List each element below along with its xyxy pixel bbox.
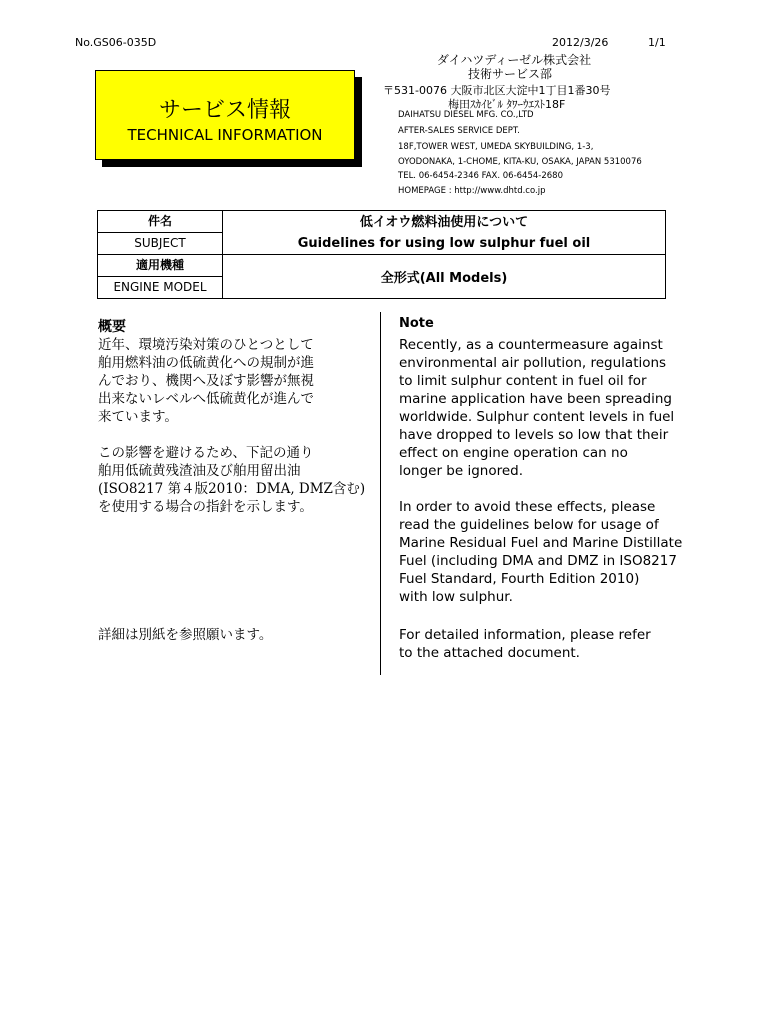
homepage-link[interactable]: HOMEPAGE : http://www.dhtd.co.jp (398, 186, 546, 196)
address-ja-line-2: 梅田ｽｶｲﾋﾞﾙ ﾀﾜｰｳｴｽﾄ18F (448, 98, 566, 111)
text-line: 詳細は別紙を参照願います。 (98, 627, 273, 643)
text-line: Fuel Standard, Fourth Edition 2010) (399, 571, 640, 587)
text-line: marine application have been spreading (399, 391, 672, 407)
summary-paragraph-3-ja (98, 626, 272, 644)
text-line: read the guidelines below for usage of (399, 517, 659, 533)
subject-label-cell (98, 211, 223, 255)
text-line: In order to avoid these effects, please (399, 499, 656, 515)
note-paragraph-1-en (399, 336, 674, 480)
summary-paragraph-2-ja (98, 444, 365, 516)
text-line: to the attached document. (399, 645, 580, 661)
text-line: For detailed information, please refer (399, 627, 651, 643)
summary-heading-ja: 概要 (98, 319, 126, 335)
document-number: No.GS06-035D (75, 36, 157, 49)
text-line: worldwide. Sulphur content levels in fuel (399, 409, 675, 425)
text-line: to limit sulphur content in fuel oil for (399, 373, 647, 389)
subject-value-ja: 低イオウ燃料油使用について (359, 214, 529, 230)
department-ja: 技術サービス部 (467, 67, 552, 81)
note-paragraph-3-en (399, 626, 651, 662)
text-line: 出来ないレベルへ低硫黄化が進んで (98, 391, 314, 407)
text-line: environmental air pollution, regulations (399, 355, 667, 371)
text-line: 来ています。 (98, 409, 178, 425)
subject-row (98, 211, 666, 255)
text-line: (ISO8217 第４版2010：DMA, DMZ含む) (98, 481, 366, 497)
text-line: effect on engine operation can no (399, 445, 628, 461)
text-line: longer be ignored. (399, 463, 524, 479)
address-en-line: AFTER-SALES SERVICE DEPT. (398, 126, 520, 136)
subject-label-en: SUBJECT (134, 236, 186, 250)
title-en: TECHNICAL INFORMATION (127, 126, 323, 144)
note-paragraph-2-en (399, 498, 682, 606)
text-line: を使用する場合の指針を示します。 (98, 499, 313, 515)
text-line: with low sulphur. (399, 589, 513, 605)
engine-model-label-ja: 適用機種 (98, 255, 222, 277)
address-en-line: DAIHATSU DIESEL MFG. CO.,LTD (398, 110, 534, 120)
address-en-line: OYODONAKA, 1-CHOME, KITA-KU, OSAKA, JAPAN 5310076 (398, 157, 642, 167)
subject-value-cell (223, 211, 666, 255)
note-heading-en: Note (399, 316, 434, 331)
engine-model-label-en: ENGINE MODEL (113, 280, 207, 294)
text-line: んでおり、機関へ及ぼす影響が無視 (98, 373, 314, 389)
engine-model-value: 全形式(All Models) (223, 255, 666, 299)
column-divider (380, 312, 381, 675)
document-date: 2012/3/26 (552, 36, 609, 49)
text-line: 舶用低硫黄残渣油及び舶用留出油 (98, 463, 301, 479)
engine-model-label-cell (98, 255, 223, 299)
company-name-ja: ダイハツディーゼル株式会社 (436, 53, 592, 67)
text-line: Recently, as a countermeasure against (399, 337, 663, 353)
text-line: have dropped to levels so low that their (399, 427, 669, 443)
text-line: この影響を避けるため、下記の通り (98, 445, 314, 461)
engine-model-row (98, 255, 666, 299)
title-ja: サービス情報 (158, 98, 291, 123)
subject-table (97, 210, 666, 299)
address-en-line: TEL. 06-6454-2346 FAX. 06-6454-2680 (398, 171, 563, 181)
subject-label-ja: 件名 (98, 211, 222, 233)
address-ja-line-1: 〒531-0076 大阪市北区大淀中1丁目1番30号 (383, 84, 611, 97)
text-line: 近年、環境汚染対策のひとつとして (98, 337, 314, 353)
subject-value-en: Guidelines for using low sulphur fuel oil (297, 235, 591, 251)
summary-paragraph-1-ja (98, 336, 314, 426)
text-line: Marine Residual Fuel and Marine Distillate (399, 535, 683, 551)
text-line: Fuel (including DMA and DMZ in ISO8217 (399, 553, 677, 569)
text-line: 舶用燃料油の低硫黄化への規制が進 (98, 355, 314, 371)
page-number: 1/1 (648, 36, 666, 49)
technical-information-box (95, 70, 355, 160)
address-en-line: 18F,TOWER WEST, UMEDA SKYBUILDING, 1-3, (398, 142, 594, 152)
